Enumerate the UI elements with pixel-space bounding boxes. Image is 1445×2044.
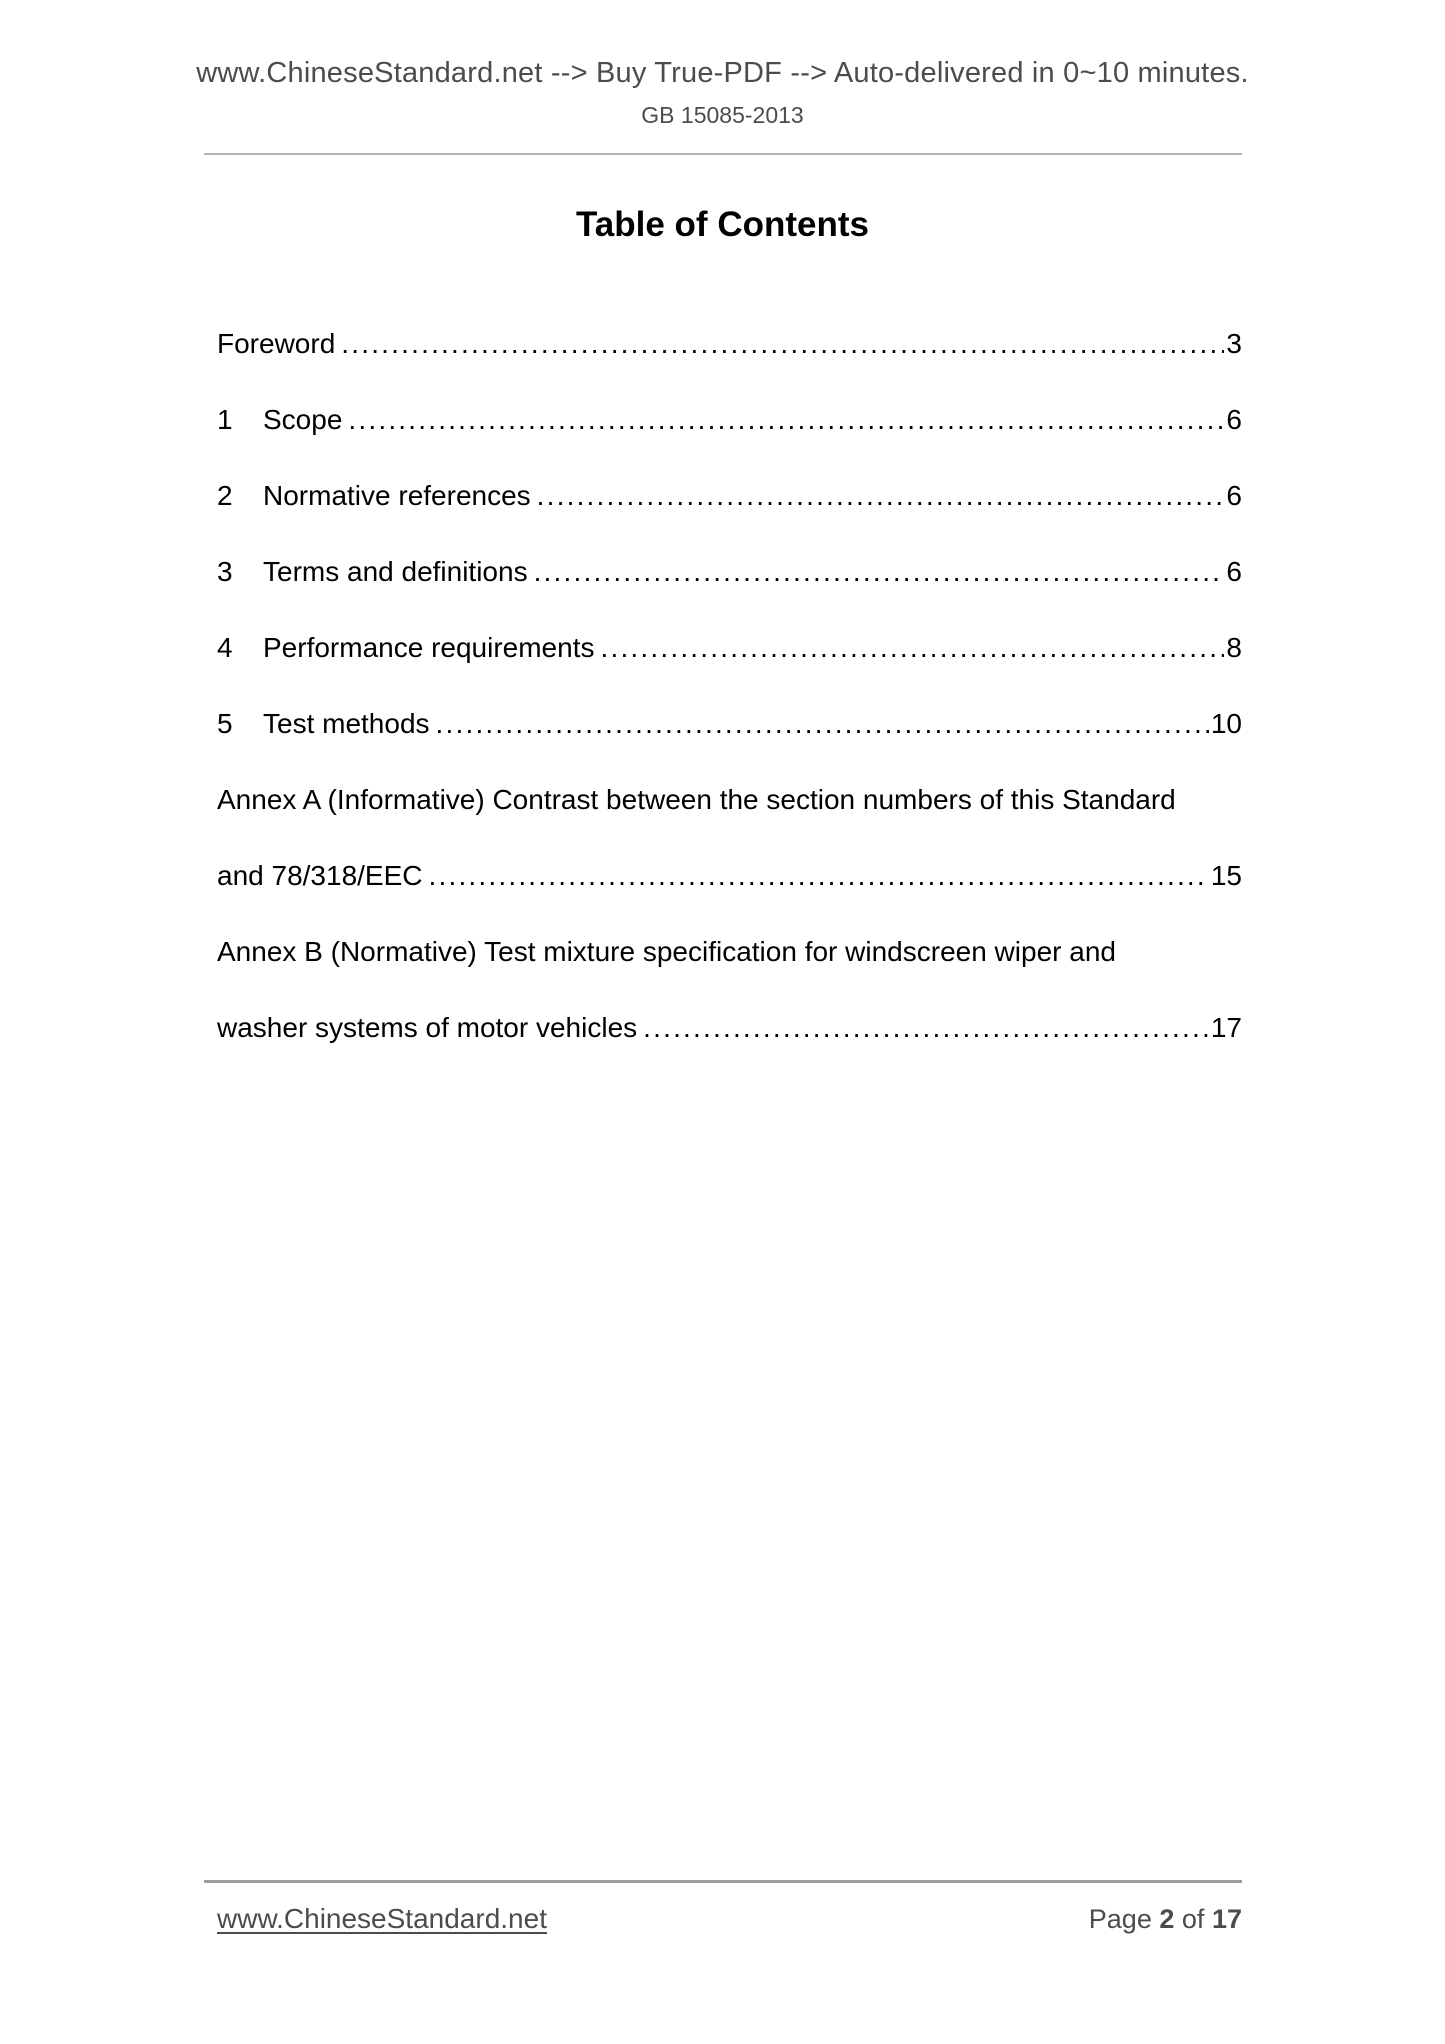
toc-entry-label: Annex A (Informative) Contrast between the section numbers of this Standard [217,784,1176,815]
toc-entry-label: Performance requirements [263,632,595,663]
toc-entry-label: Terms and definitions [263,556,528,587]
toc-row-annex-a-line1 [217,786,1242,814]
toc-entry-label: Foreword [217,328,336,359]
toc-page-number: 6 [1226,556,1242,587]
toc-row-terms-definitions [217,558,1242,586]
toc-entry-number: 3 [217,556,233,587]
footer-page-of: of [1181,1904,1205,1934]
toc-row-annex-a-line2 [217,862,1242,890]
toc-entry-label: Scope [263,404,343,435]
footer-page-prefix: Page [1088,1904,1152,1934]
toc-entry-number: 1 [217,404,233,435]
toc-row-annex-b-line2 [217,1014,1242,1042]
toc-dot-leader [643,1014,1209,1042]
header-marketing-text: www.ChineseStandard.net --> Buy True-PDF --> Auto-delivered in 0~10 minutes. [196,57,1249,89]
toc-page-number: 10 [1210,708,1242,739]
toc-dot-leader [600,634,1224,662]
page-footer [204,1903,1242,1935]
toc-dot-leader [429,862,1209,890]
toc-entry-label: Test methods [263,708,430,739]
page-title: Table of Contents [576,205,869,244]
toc-entry-label: and 78/318/EEC [217,860,423,891]
doc-number: GB 15085-2013 [641,102,804,128]
table-of-contents [204,330,1242,1090]
toc-page-number: 8 [1226,632,1242,663]
toc-page-number: 6 [1226,404,1242,435]
toc-entry-number: 2 [217,480,233,511]
footer-site-link[interactable]: www.ChineseStandard.net [217,1903,547,1934]
footer-page-current: 2 [1159,1904,1175,1934]
toc-page-number: 17 [1210,1012,1242,1043]
toc-entry-label: washer systems of motor vehicles [217,1012,638,1043]
toc-row-foreword [217,330,1242,358]
header-rule [204,153,1242,155]
toc-row-test-methods [217,710,1242,738]
toc-dot-leader [534,558,1225,586]
toc-page-number: 6 [1226,480,1242,511]
toc-dot-leader [537,482,1225,510]
toc-page-number: 3 [1226,328,1242,359]
toc-entry-number: 4 [217,632,233,663]
toc-row-performance-requirements [217,634,1242,662]
toc-row-annex-b-line1 [217,938,1242,966]
toc-dot-leader [348,406,1224,434]
footer-rule [204,1880,1242,1883]
toc-dot-leader [341,330,1224,358]
toc-dot-leader [436,710,1209,738]
toc-row-scope [217,406,1242,434]
footer-page-indicator [1089,1903,1242,1935]
footer-page-total: 17 [1211,1904,1242,1934]
toc-entry-number: 5 [217,708,233,739]
toc-row-normative-references [217,482,1242,510]
page-header [0,58,1445,127]
toc-entry-label: Annex B (Normative) Test mixture specification for windscreen wiper and [217,936,1116,967]
toc-entry-label: Normative references [263,480,531,511]
toc-page-number: 15 [1210,860,1242,891]
